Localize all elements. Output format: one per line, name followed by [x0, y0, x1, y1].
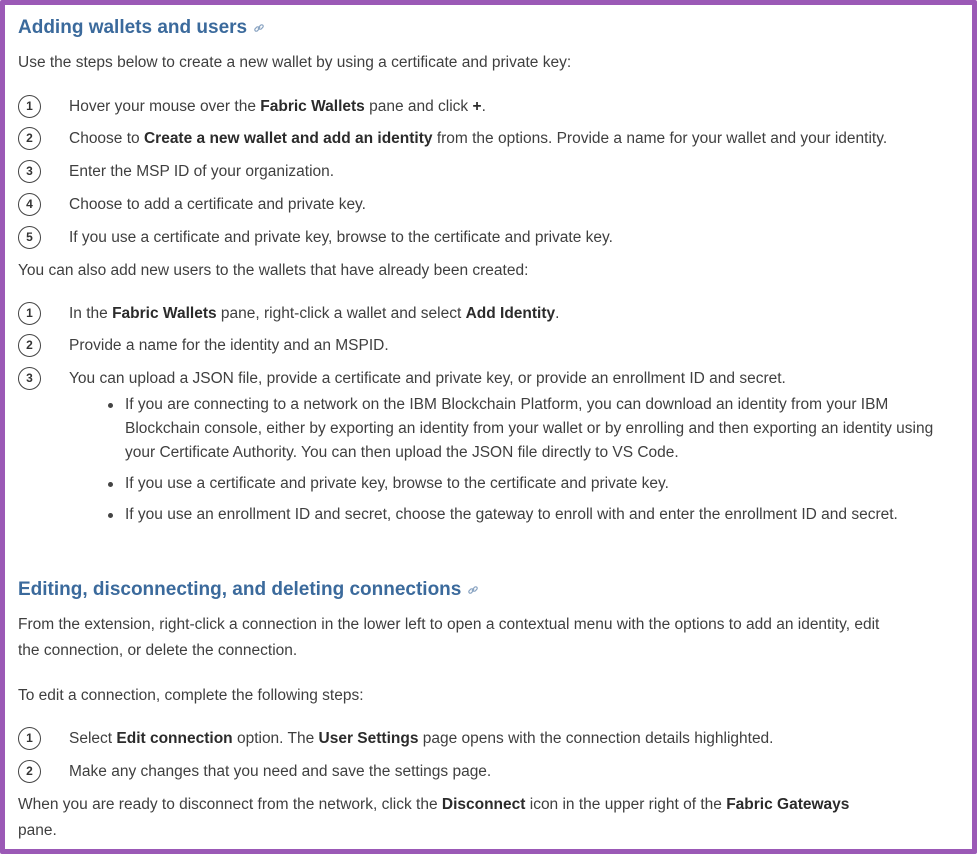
- step-text: Make any changes that you need and save the settings page.: [69, 763, 492, 780]
- edit-intro-text: To edit a connection, complete the following steps:: [18, 687, 364, 704]
- bullet-text: If you use a certificate and private key, browse to the certificate and private key.: [125, 475, 669, 492]
- bullet-item: [108, 393, 938, 465]
- section-heading-wallets: [18, 17, 265, 39]
- link-icon[interactable]: [467, 584, 479, 596]
- bullet-text: If you are connecting to a network on the IBM Blockchain Platform, you can download an identity from your IBM Blockchain console, either by exporting an identity from your wallet or by enrolling and then exporting an identity using your Certificate Authority. You can then upload the JSON file directly to VS Code.: [125, 396, 934, 461]
- intro-text: Use the steps below to create a new wallet by using a certificate and private key:: [18, 54, 572, 71]
- step-number-badge: 5: [18, 226, 41, 249]
- heading-text: Editing, disconnecting, and deleting connections: [18, 579, 462, 600]
- step-number-badge: 2: [18, 127, 41, 150]
- connections-intro-line: From the extension, right-click a connection in the lower left to open a contextual menu with the options to add an identity, edit: [18, 616, 880, 633]
- step-number-badge: 1: [18, 302, 41, 325]
- section-heading-connections: [18, 579, 479, 601]
- step-number-badge: 3: [18, 367, 41, 390]
- step-item: [18, 760, 958, 784]
- step-item: [18, 727, 958, 751]
- step-text: Provide a name for the identity and an MSPID.: [69, 337, 389, 354]
- step-text: Choose to Create a new wallet and add an identity from the options. Provide a name for your wallet and your identity.: [69, 130, 888, 147]
- bullet-dot: [108, 513, 113, 518]
- step-item: [18, 127, 958, 151]
- step-number-badge: 3: [18, 160, 41, 183]
- also-text: You can also add new users to the wallets that have already been created:: [18, 262, 529, 279]
- bullet-item: [108, 503, 938, 527]
- step-text: Choose to add a certificate and private key.: [69, 196, 366, 213]
- step-number-badge: 2: [18, 334, 41, 357]
- step-text: Select Edit connection option. The User Settings page opens with the connection details highlighted.: [69, 730, 774, 747]
- step-item: [18, 226, 958, 250]
- step-text: Hover your mouse over the Fabric Wallets pane and click +.: [69, 98, 486, 115]
- step-item: [18, 193, 958, 217]
- step-item: [18, 95, 958, 119]
- step-item: [18, 302, 958, 326]
- disconnect-text-continued: pane.: [18, 822, 57, 839]
- link-icon[interactable]: [253, 22, 265, 34]
- step-number-badge: 2: [18, 760, 41, 783]
- step-item: [18, 367, 958, 391]
- step-text: You can upload a JSON file, provide a certificate and private key, or provide an enrollment ID and secret.: [69, 370, 786, 387]
- connections-intro-line: the connection, or delete the connection.: [18, 642, 298, 659]
- step-text: If you use a certificate and private key, browse to the certificate and private key.: [69, 229, 613, 246]
- step-item: [18, 334, 958, 358]
- disconnect-text: When you are ready to disconnect from the network, click the Disconnect icon in the upper right of the Fabric Gateways: [18, 796, 850, 813]
- step-number-badge: 4: [18, 193, 41, 216]
- bullet-dot: [108, 403, 113, 408]
- step-number-badge: 1: [18, 727, 41, 750]
- bullet-dot: [108, 482, 113, 487]
- bullet-text: If you use an enrollment ID and secret, choose the gateway to enroll with and enter the enrollment ID and secret.: [125, 506, 898, 523]
- step-text: In the Fabric Wallets pane, right-click a wallet and select Add Identity.: [69, 305, 560, 322]
- step-item: [18, 160, 958, 184]
- heading-text: Adding wallets and users: [18, 17, 248, 38]
- bullet-item: [108, 472, 938, 496]
- step-number-badge: 1: [18, 95, 41, 118]
- step-text: Enter the MSP ID of your organization.: [69, 163, 335, 180]
